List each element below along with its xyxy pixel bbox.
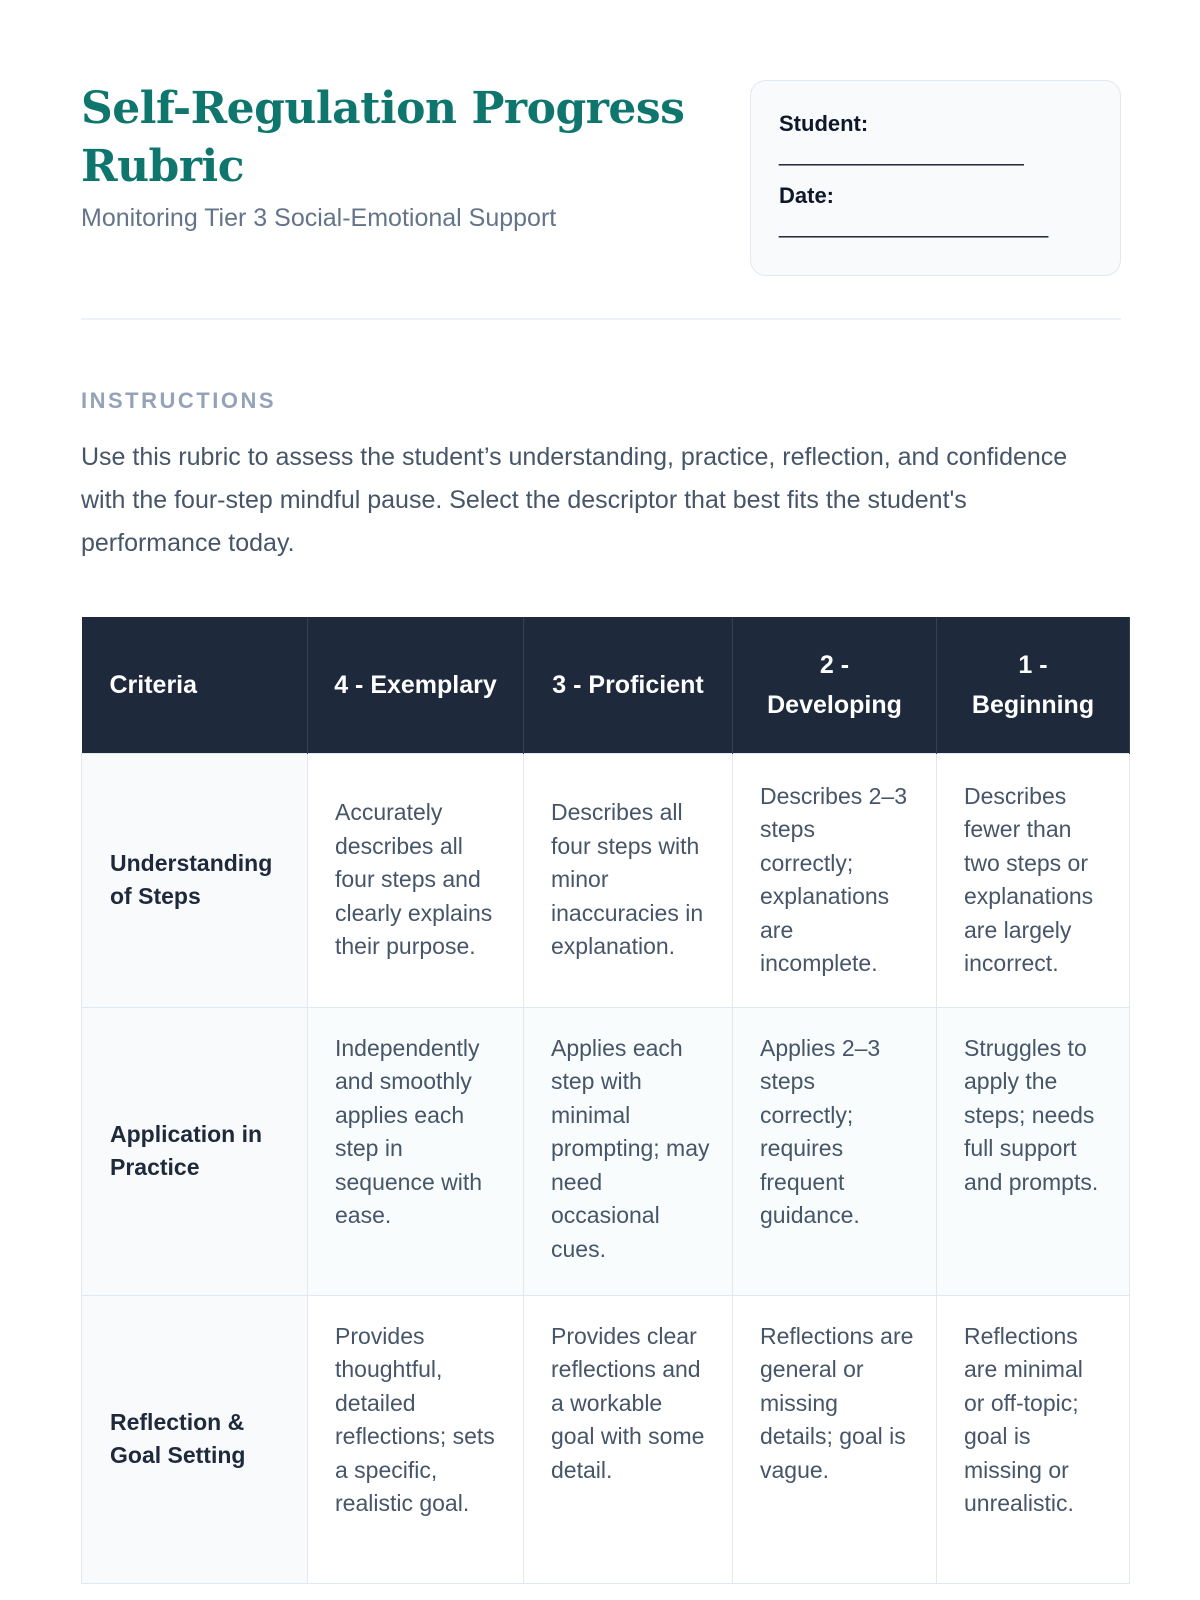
header-beginning: 1 - Beginning — [937, 617, 1130, 753]
instructions-heading: INSTRUCTIONS — [81, 388, 276, 413]
student-label: Student: — [779, 111, 869, 136]
student-info-card — [750, 80, 1121, 276]
descriptor-cell[interactable]: Accurately describes all four steps and clearly explains their purpose. — [308, 753, 524, 1007]
descriptor-cell[interactable]: Provides thoughtful, detailed reflections; sets a specific, realistic goal. — [308, 1295, 524, 1583]
descriptor-cell[interactable]: Reflections are general or missing details; goal is vague. — [733, 1295, 937, 1583]
header-developing: 2 - Developing — [733, 617, 937, 753]
table-row — [82, 1007, 1130, 1295]
rubric-table — [81, 617, 1130, 1584]
descriptor-cell[interactable]: Struggles to apply the steps; needs full support and prompts. — [937, 1007, 1130, 1295]
table-row — [82, 753, 1130, 1007]
rubric-header-row — [82, 617, 1130, 753]
descriptor-cell[interactable]: Describes 2–3 steps correctly; explanations are incomplete. — [733, 753, 937, 1007]
descriptor-cell[interactable]: Applies each step with minimal prompting; may need occasional cues. — [524, 1007, 733, 1295]
criteria-cell: Understanding of Steps — [82, 753, 308, 1007]
instructions-text: Use this rubric to assess the student’s understanding, practice, reflection, and confidence with the four-step mindful pause. Select the descriptor that best fits the student's performance today. — [81, 443, 1068, 557]
page-subtitle: Monitoring Tier 3 Social-Emotional Support — [81, 204, 557, 232]
criteria-cell: Reflection & Goal Setting — [82, 1295, 308, 1583]
header-exemplary: 4 - Exemplary — [308, 617, 524, 753]
page-title: Self-Regulation Progress Rubric — [81, 83, 685, 192]
descriptor-cell[interactable]: Reflections are minimal or off-topic; goal is missing or unrealistic. — [937, 1295, 1130, 1583]
descriptor-cell[interactable]: Applies 2–3 steps correctly; requires frequent guidance. — [733, 1007, 937, 1295]
descriptor-cell[interactable]: Describes fewer than two steps or explanations are largely incorrect. — [937, 753, 1130, 1007]
header-proficient: 3 - Proficient — [524, 617, 733, 753]
header-criteria: Criteria — [82, 617, 308, 753]
header-divider — [81, 318, 1121, 320]
student-field[interactable]: ____________________ — [779, 141, 1024, 166]
date-field[interactable]: ______________________ — [779, 213, 1049, 238]
descriptor-cell[interactable]: Independently and smoothly applies each step in sequence with ease. — [308, 1007, 524, 1295]
criteria-cell: Application in Practice — [82, 1007, 308, 1295]
descriptor-cell[interactable]: Provides clear reflections and a workable goal with some detail. — [524, 1295, 733, 1583]
table-row — [82, 1295, 1130, 1583]
date-label: Date: — [779, 183, 835, 208]
descriptor-cell[interactable]: Describes all four steps with minor inaccuracies in explanation. — [524, 753, 733, 1007]
